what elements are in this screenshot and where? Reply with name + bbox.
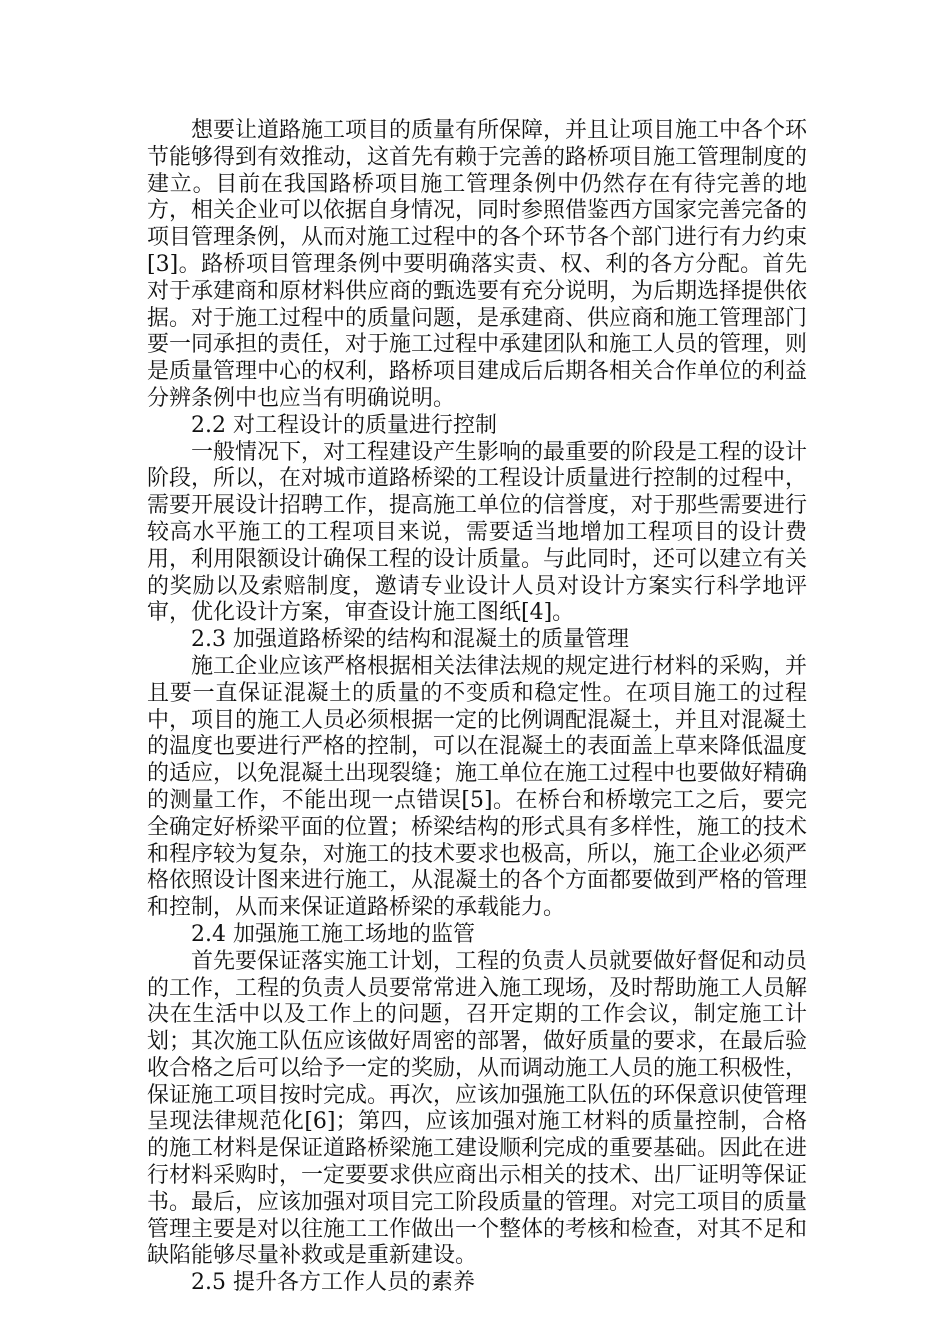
section-heading-2-3: 2.3 加强道路桥梁的结构和混凝土的质量管理 — [191, 627, 629, 653]
paragraph-design-quality-control: 一般情况下，对工程建设产生影响的最重要的阶段是工程的设计阶段，所以，在对城市道路桥梁的工程设计质量进行控制的过程中，需要开展设计招聘工作，提高施工单位的信誉度，对于那些需要进行较高水平施工的工程项目来说，需要适当地增加工程项目的设计费用，利用限额设计确保工程的设计质量。与此同时，还可以建立有关的奖励以及索赔制度，邀请专业设计人员对设计方案实行科学地评审，优化设计方案，审查设计施工图纸[4]。 — [147, 439, 808, 626]
paragraph-site-supervision: 首先要保证落实施工计划，工程的负责人员就要做好督促和动员的工作，工程的负责人员要常常进入施工现场，及时帮助施工人员解决在生活中以及工作上的问题，召开定期的工作会议，制定施工计划；其次施工队伍应该做好周密的部署，做好质量的要求，在最后验收合格之后可以给予一定的奖励，从而调动施工人员的施工积极性，保证施工项目按时完成。再次，应该加强施工队伍的环保意识使管理呈现法律规范化[6]；第四，应该加强对施工材料的质量控制，合格的施工材料是保证道路桥梁施工建设顺利完成的重要基础。因此在进行材料采购时，一定要要求供应商出示相关的技术、出厂证明等保证书。最后，应该加强对项目完工阶段质量的管理。对完工项目的质量管理主要是对以往施工工作做出一个整体的考核和检查，对其不足和缺陷能够尽量补救或是重新建设。 — [147, 948, 808, 1269]
section-heading-2-4: 2.4 加强施工施工场地的监管 — [191, 921, 475, 947]
section-heading-2-5: 2.5 提升各方工作人员的素养 — [191, 1270, 475, 1296]
paragraph-quality-management-system: 想要让道路施工项目的质量有所保障，并且让项目施工中各个环节能够得到有效推动，这首先有赖于完善的路桥项目施工管理制度的建立。目前在我国路桥项目施工管理条例中仍然存在有待完善的地方，相关企业可以依据自身情况，同时参照借鉴西方国家完善完备的项目管理条例，从而对施工过程中的各个环节各个部门进行有力约束[3]。路桥项目管理条例中要明确落实责、权、利的各方分配。首先对于承建商和原材料供应商的甄选要有充分说明，为后期选择提供依据。对于施工过程中的质量问题，是承建商、供应商和施工管理部门要一同承担的责任，对于施工过程中承建团队和施工人员的管理，则是质量管理中心的权利，路桥项目建成后后期各相关合作单位的利益分辨条例中也应当有明确说明。 — [147, 118, 808, 411]
paragraph-concrete-quality: 施工企业应该严格根据相关法律法规的规定进行材料的采购，并且要一直保证混凝土的质量的不变质和稳定性。在项目施工的过程中，项目的施工人员必须根据一定的比例调配混凝土，并且对混凝土的温度也要进行严格的控制，可以在混凝土的表面盖上草来降低温度的适应，以免混凝土出现裂缝；施工单位在施工过程中也要做好精确的测量工作，不能出现一点错误[5]。在桥台和桥墩完工之后，要完全确定好桥梁平面的位置；桥梁结构的形式具有多样性，施工的技术和程序较为复杂，对施工的技术要求也极高，所以，施工企业必须严格依照设计图来进行施工，从混凝土的各个方面都要做到严格的管理和控制，从而来保证道路桥梁的承载能力。 — [147, 653, 808, 921]
document-body — [147, 118, 807, 1297]
section-heading-2-2: 2.2 对工程设计的质量进行控制 — [191, 412, 497, 438]
